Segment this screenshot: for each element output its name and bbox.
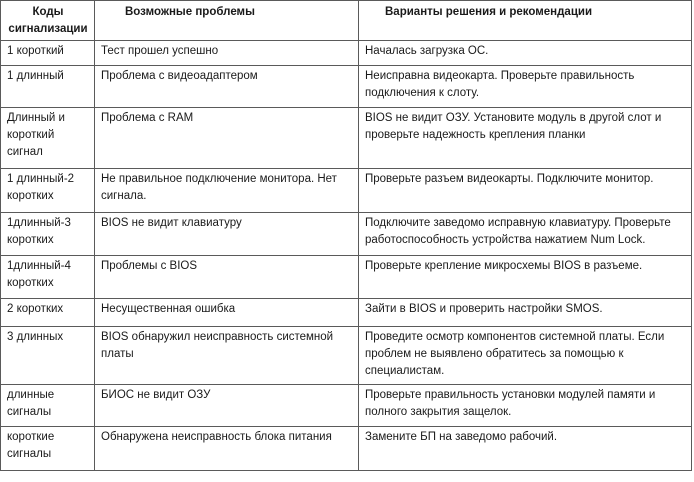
solution-cell: Проверьте крепление микросхемы BIOS в разъеме. — [359, 256, 692, 299]
code-cell: длинные сигналы — [1, 385, 95, 427]
table-row — [1, 327, 692, 385]
table-row — [1, 213, 692, 256]
solution-cell: Неисправна видеокарта. Проверьте правильность подключения к слоту. — [359, 66, 692, 108]
solution-cell: Подключите заведомо исправную клавиатуру. Проверьте работоспособность устройства нажатием Num Lock. — [359, 213, 692, 256]
code-cell: 3 длинных — [1, 327, 95, 385]
problem-cell: BIOS обнаружил неисправность системной платы — [95, 327, 359, 385]
problem-cell: Несущественная ошибка — [95, 299, 359, 327]
table-row — [1, 427, 692, 471]
header-solutions: Варианты решения и рекомендации — [359, 1, 692, 41]
solution-cell: Проверьте правильность установки модулей памяти и полного закрытия защелок. — [359, 385, 692, 427]
problem-cell: Проблема с видеоадаптером — [95, 66, 359, 108]
header-row — [1, 1, 692, 41]
solution-cell: Началась загрузка ОС. — [359, 41, 692, 66]
code-cell: короткие сигналы — [1, 427, 95, 471]
table-row — [1, 66, 692, 108]
solution-cell: Замените БП на заведомо рабочий. — [359, 427, 692, 471]
header-codes: Коды сигнализации — [1, 1, 95, 41]
code-cell: 2 коротких — [1, 299, 95, 327]
code-cell: 1 короткий — [1, 41, 95, 66]
problem-cell: Проблема с RAM — [95, 108, 359, 169]
table-row — [1, 385, 692, 427]
code-cell: 1 длинный — [1, 66, 95, 108]
problem-cell: Обнаружена неисправность блока питания — [95, 427, 359, 471]
problem-cell: Проблемы с BIOS — [95, 256, 359, 299]
header-problems: Возможные проблемы — [95, 1, 359, 41]
problem-cell: БИОС не видит ОЗУ — [95, 385, 359, 427]
table-row — [1, 299, 692, 327]
problem-cell: BIOS не видит клавиатуру — [95, 213, 359, 256]
code-cell: 1длинный-3 коротких — [1, 213, 95, 256]
problem-cell: Тест прошел успешно — [95, 41, 359, 66]
solution-cell: Проверьте разъем видеокарты. Подключите монитор. — [359, 169, 692, 213]
solution-cell: BIOS не видит ОЗУ. Установите модуль в другой слот и проверьте надежность крепления планки — [359, 108, 692, 169]
problem-cell: Не правильное подключение монитора. Нет сигнала. — [95, 169, 359, 213]
solution-cell: Проведите осмотр компонентов системной платы. Если проблем не выявлено обратитесь за помощью к специалистам. — [359, 327, 692, 385]
table-row — [1, 108, 692, 169]
table-row — [1, 41, 692, 66]
table-row — [1, 256, 692, 299]
solution-cell: Зайти в BIOS и проверить настройки SMOS. — [359, 299, 692, 327]
code-cell: 1 длинный-2 коротких — [1, 169, 95, 213]
table-row — [1, 169, 692, 213]
code-cell: Длинный и короткий сигнал — [1, 108, 95, 169]
code-cell: 1длинный-4 коротких — [1, 256, 95, 299]
